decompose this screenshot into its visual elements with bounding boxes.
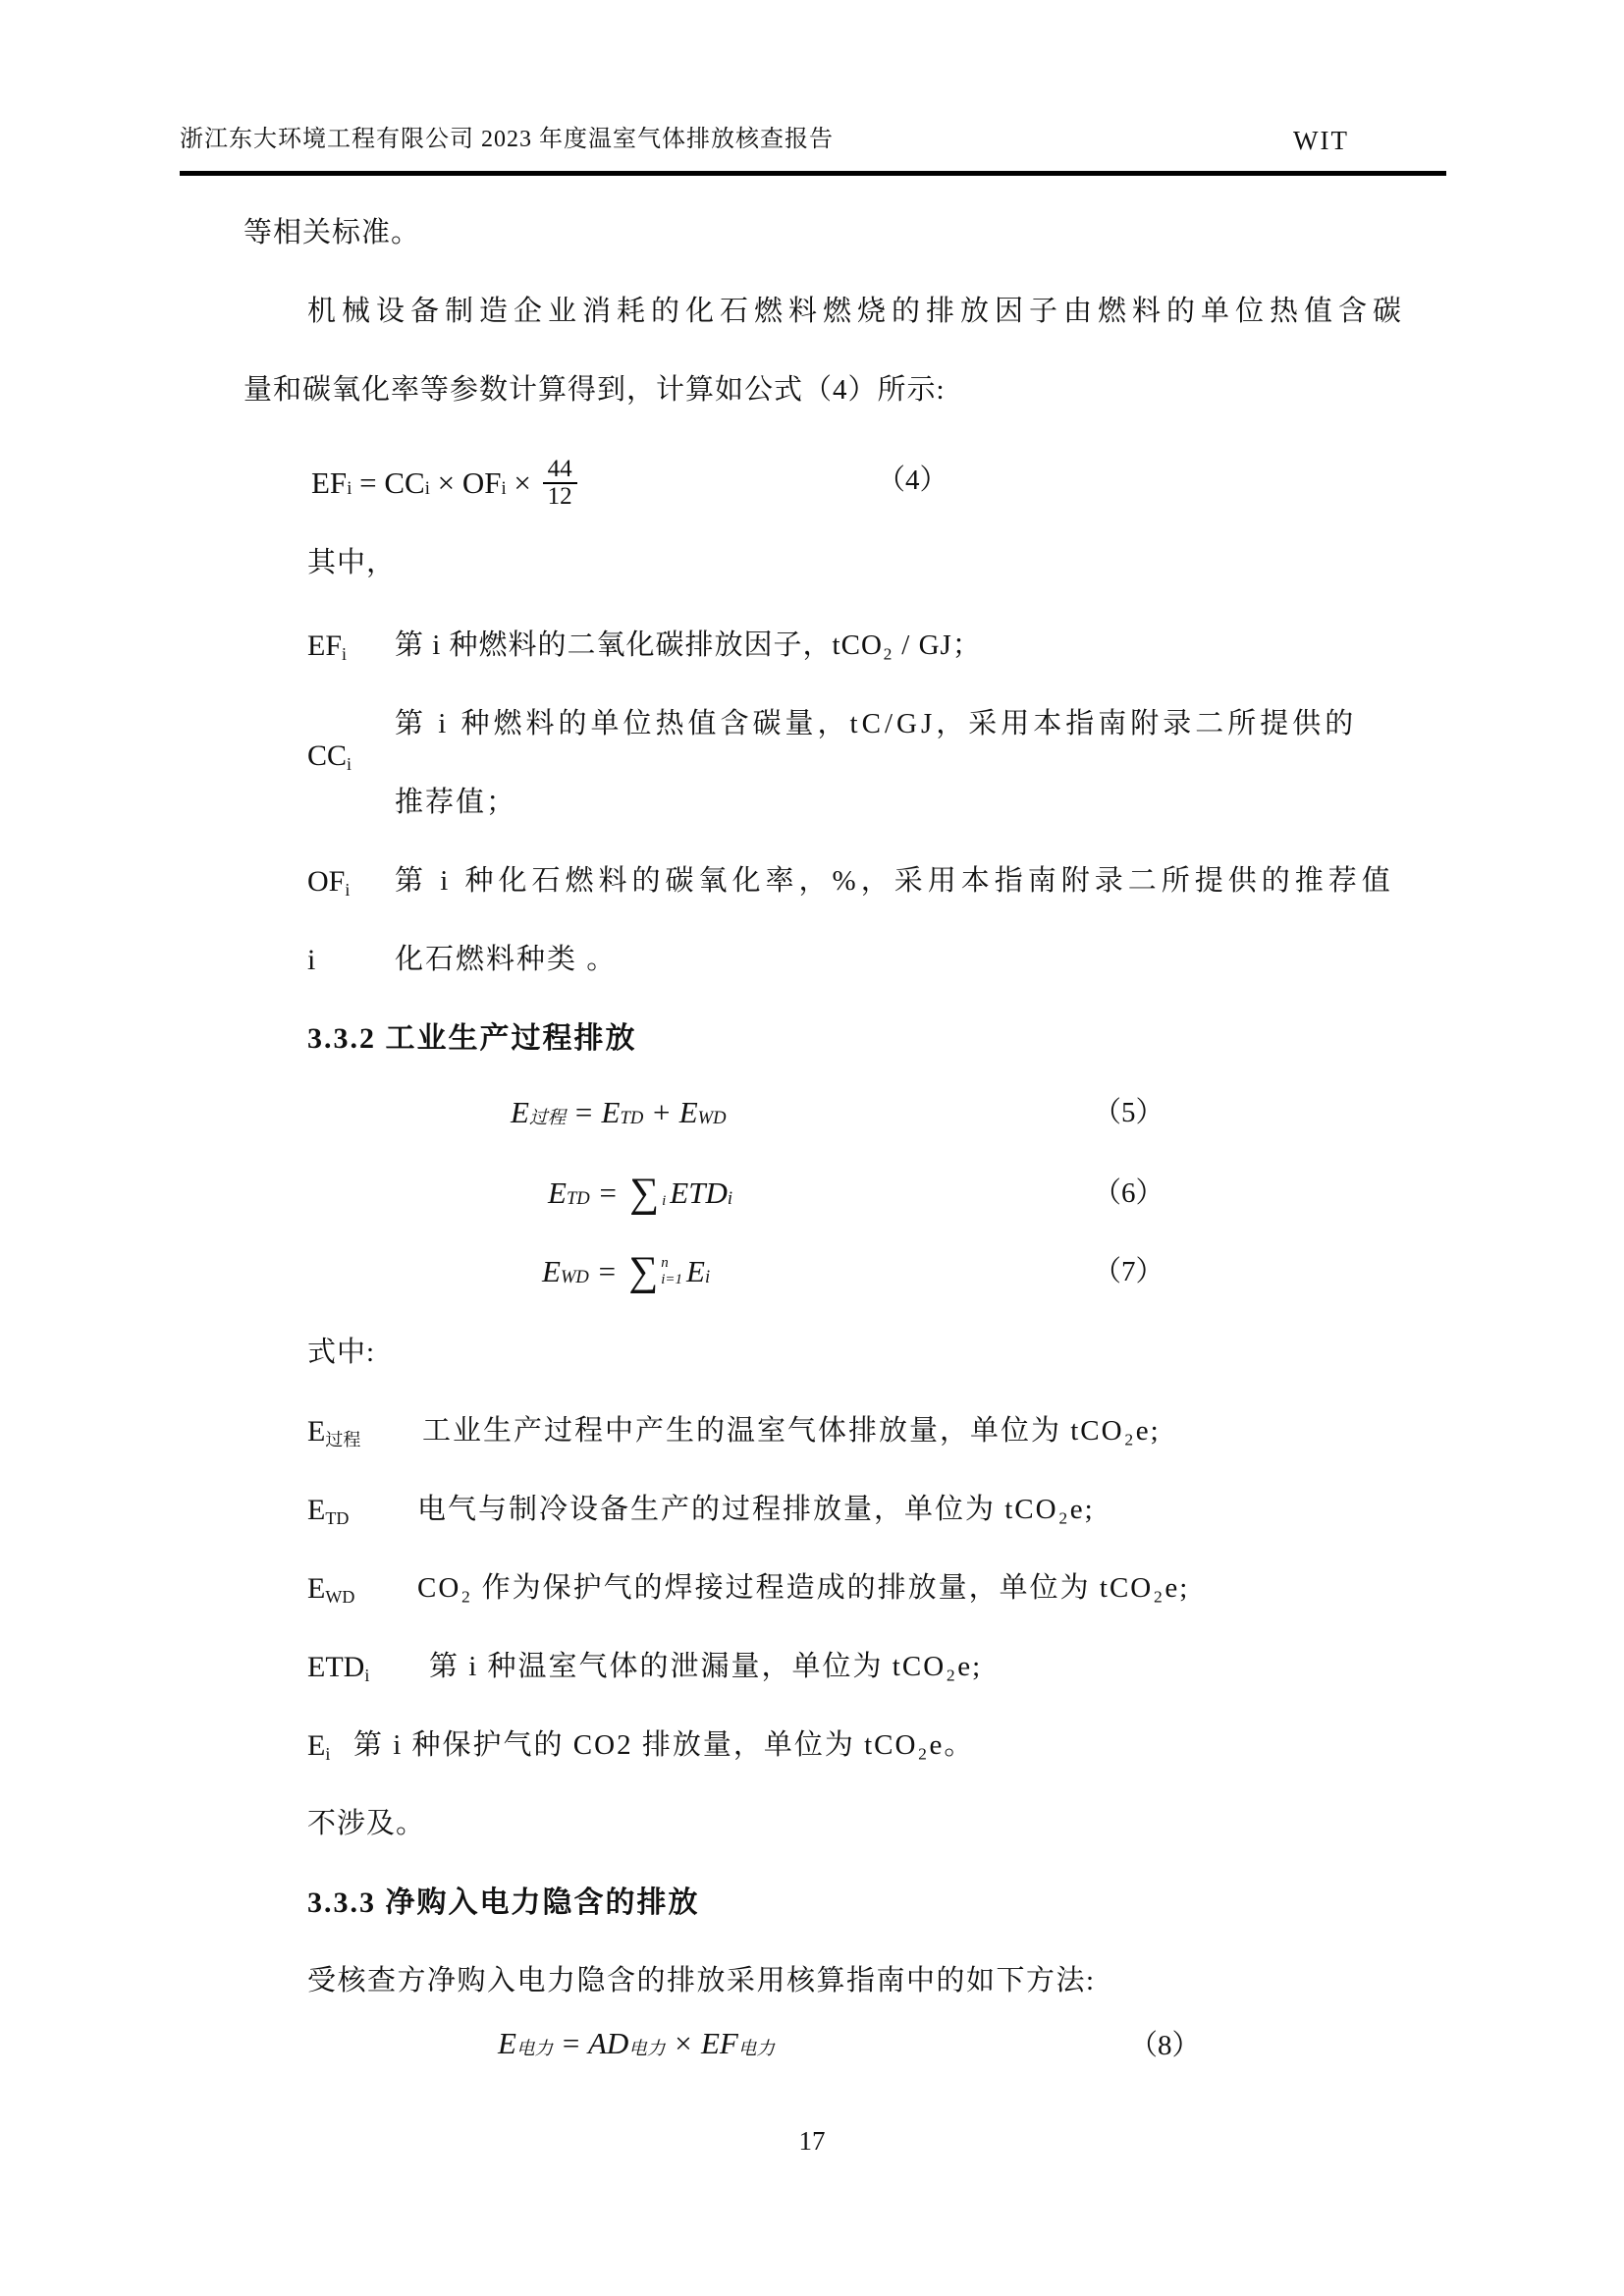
definition-term-efi: EFi: [307, 629, 348, 665]
definition-term-i: i: [307, 944, 316, 976]
formula-4: EF i = CC i × OF i × $\frac{44}{12}$: [311, 444, 577, 522]
page-number: 17: [798, 2126, 826, 2156]
header-title: 浙江东大环境工程有限公司 2023 年度温室气体排放核查报告: [180, 127, 834, 152]
definition-term-etd: ETD: [307, 1494, 350, 1529]
definition-term-cci: CCi: [307, 739, 352, 775]
definition-text-etd: 电气与制冷设备生产的过程排放量，单位为 tCO₂e;: [417, 1494, 1095, 1525]
header-rule: [180, 171, 1446, 176]
definition-text-cci-line2: 推荐值；: [395, 787, 517, 818]
paragraph-electricity-method: 受核查方净购入电力隐含的排放采用核算指南中的如下方法:: [307, 1965, 1096, 1996]
definition-text-ofi: 第 i 种化石燃料的碳氧化率，%，采用本指南附录二所提供的推荐值: [395, 865, 1395, 897]
definition-text-efi: 第 i 种燃料的二氧化碳排放因子，tCO₂ / GJ；: [395, 629, 982, 661]
definition-term-ewd: EWD: [307, 1572, 355, 1608]
formula-6: E TD = ∑ i ETD i: [548, 1171, 733, 1216]
definition-term-etdi: ETDi: [307, 1651, 370, 1686]
definition-text-cci-line1: 第 i 种燃料的单位热值含碳量，tC/GJ，采用本指南附录二所提供的: [395, 708, 1358, 739]
formula-8: E 电力 = AD 电力 × EF 电力: [498, 2025, 776, 2060]
header-logo-text: WIT: [1293, 126, 1349, 155]
formula-5-label: （5）: [1093, 1097, 1164, 1128]
formula-5: E 过程 = E TD + E WD: [511, 1094, 727, 1129]
definition-text-etdi: 第 i 种温室气体的泄漏量，单位为 tCO₂e;: [429, 1651, 983, 1682]
paragraph-not-involved: 不涉及。: [307, 1808, 426, 1839]
paragraph-emission-factor-line2: 量和碳氧化率等参数计算得到，计算如公式（4）所示:: [244, 374, 946, 406]
formula-7: E WD = ∑ n i=1 E i: [542, 1249, 711, 1294]
section-heading-333: 3.3.3 净购入电力隐含的排放: [307, 1886, 700, 1919]
definition-text-eprocess: 工业生产过程中产生的温室气体排放量，单位为 tCO₂e;: [422, 1415, 1161, 1447]
formula-4-label: （4）: [877, 465, 948, 496]
section-heading-332: 3.3.2 工业生产过程排放: [307, 1022, 637, 1055]
paragraph-where: 其中，: [307, 547, 397, 578]
definition-term-eprocess: E过程: [307, 1415, 361, 1450]
formula-8-label: （8）: [1129, 2030, 1201, 2061]
paragraph-in-formula: 式中:: [307, 1337, 376, 1368]
definition-term-ei: Ei: [307, 1729, 331, 1765]
definition-text-ei: 第 i 种保护气的 CO2 排放量，单位为 tCO₂e。: [353, 1729, 975, 1761]
definition-text-i: 化石燃料种类 。: [395, 944, 618, 975]
paragraph-emission-factor-line1: 机械设备制造企业消耗的化石燃料燃烧的排放因子由燃料的单位热值含碳: [307, 296, 1408, 327]
formula-6-label: （6）: [1093, 1177, 1164, 1209]
paragraph-standards: 等相关标准。: [244, 217, 421, 248]
definition-text-ewd: CO₂ 作为保护气的焊接过程造成的排放量，单位为 tCO₂e;: [417, 1572, 1190, 1604]
formula-7-label: （7）: [1093, 1256, 1164, 1287]
definition-term-ofi: OFi: [307, 865, 351, 901]
